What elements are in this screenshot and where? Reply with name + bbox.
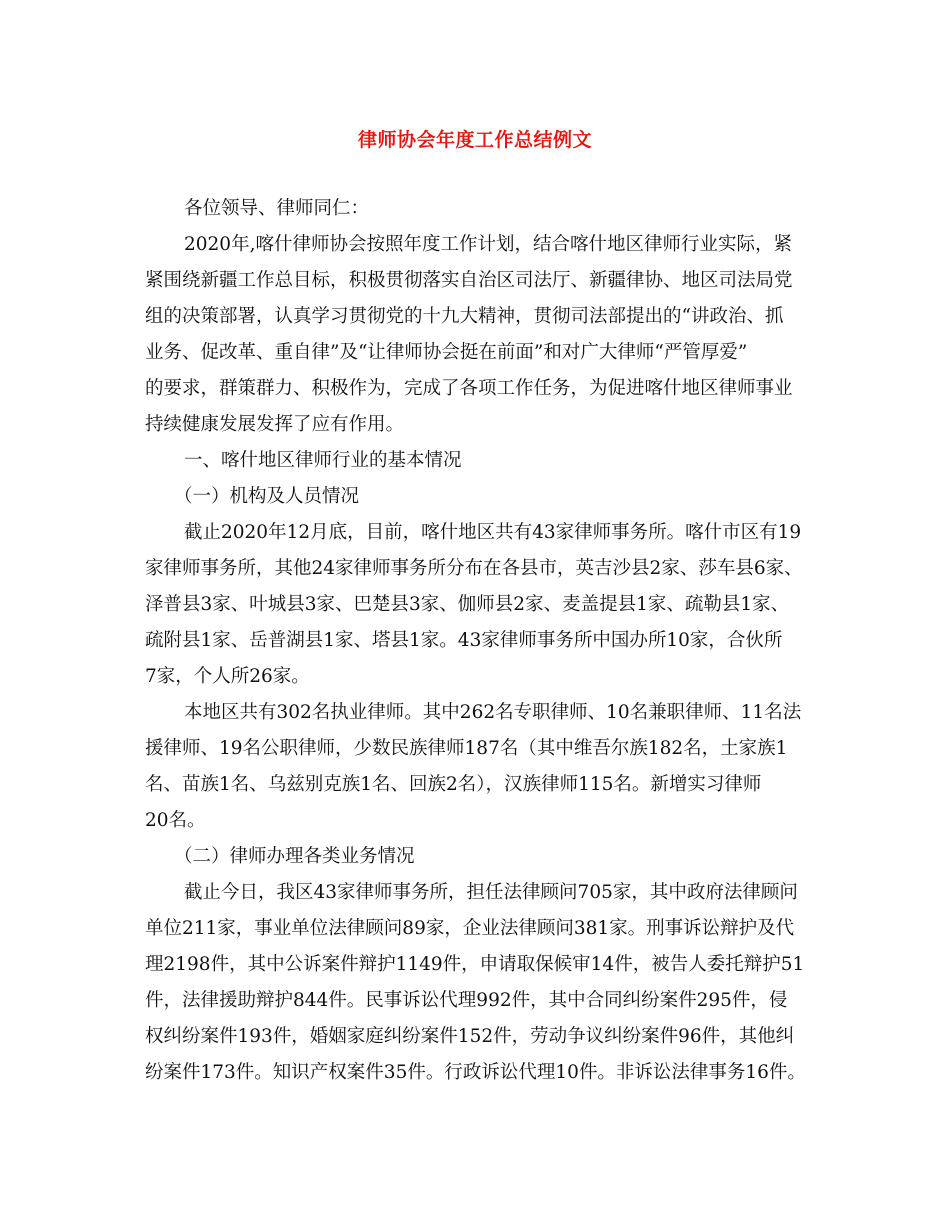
section-heading: 一、喀什地区律师行业的基本情况 [184, 450, 462, 471]
document-title: 律师协会年度工作总结例文 [357, 129, 592, 151]
paragraph-line: 件，法律援助辩护844件。民事诉讼代理992件，其中合同纠纷案件295件，侵 [145, 990, 788, 1011]
paragraph-line: 2020年,喀什律师协会按照年度工作计划，结合喀什地区律师行业实际，紧 [184, 234, 792, 255]
paragraph-line: 持续健康发展发挥了应有作用。 [145, 414, 405, 435]
paragraph-line: 泽普县3家、叶城县3家、巴楚县3家、伽师县2家、麦盖提县1家、疏勒县1家、 [145, 594, 790, 615]
paragraph-line: 单位211家，事业单位法律顾问89家，企业法律顾问381家。刑事诉讼辩护及代 [145, 918, 795, 939]
paragraph-line: 名、苗族1名、乌兹别克族1名、回族2名），汉族律师115名。新增实习律师 [145, 774, 762, 795]
paragraph-line: 组的决策部署，认真学习贯彻党的十九大精神，贯彻司法部提出的“讲政治、抓 [145, 306, 784, 327]
paragraph-line: 本地区共有302名执业律师。其中262名专职律师、10名兼职律师、11名法 [184, 702, 802, 723]
paragraph-line: 20名。 [145, 810, 206, 831]
paragraph-line: 家律师事务所，其他24家律师事务所分布在各县市，英吉沙县2家、莎车县6家、 [145, 558, 803, 579]
paragraph-line: 理2198件，其中公诉案件辩护1149件，申请取保候审14件，被告人委托辩护51 [145, 954, 805, 975]
paragraph-line: 紧围绕新疆工作总目标，积极贯彻落实自治区司法厅、新疆律协、地区司法局党 [145, 270, 793, 291]
paragraph-line: 纷案件173件。知识产权案件35件。行政诉讼代理10件。非诉讼法律事务16件。 [145, 1062, 806, 1083]
subsection-heading: （一）机构及人员情况 [174, 486, 360, 507]
paragraph-line: 疏附县1家、岳普湖县1家、塔县1家。43家律师事务所中国办所10家，合伙所 [145, 630, 783, 651]
paragraph-line: 截止2020年12月底，目前，喀什地区共有43家律师事务所。喀什市区有19 [184, 522, 802, 543]
salutation: 各位领导、律师同仁： [184, 198, 370, 219]
paragraph-line: 权纠纷案件193件，婚姻家庭纠纷案件152件，劳动争议纠纷案件96件，其他纠 [145, 1026, 795, 1047]
paragraph-line: 业务、促改革、重自律”及“让律师协会挺在前面”和对广大律师“严管厚爱” [145, 342, 748, 363]
paragraph-line: 援律师、19名公职律师，少数民族律师187名（其中维吾尔族182名，土家族1 [145, 738, 788, 759]
paragraph-line: 截止今日，我区43家律师事务所，担任法律顾问705家，其中政府法律顾问 [184, 882, 798, 903]
paragraph-line: 7家，个人所26家。 [145, 666, 310, 687]
paragraph-line: 的要求，群策群力、积极作为，完成了各项工作任务，为促进喀什地区律师事业 [145, 378, 793, 399]
subsection-heading: （二）律师办理各类业务情况 [174, 846, 415, 867]
